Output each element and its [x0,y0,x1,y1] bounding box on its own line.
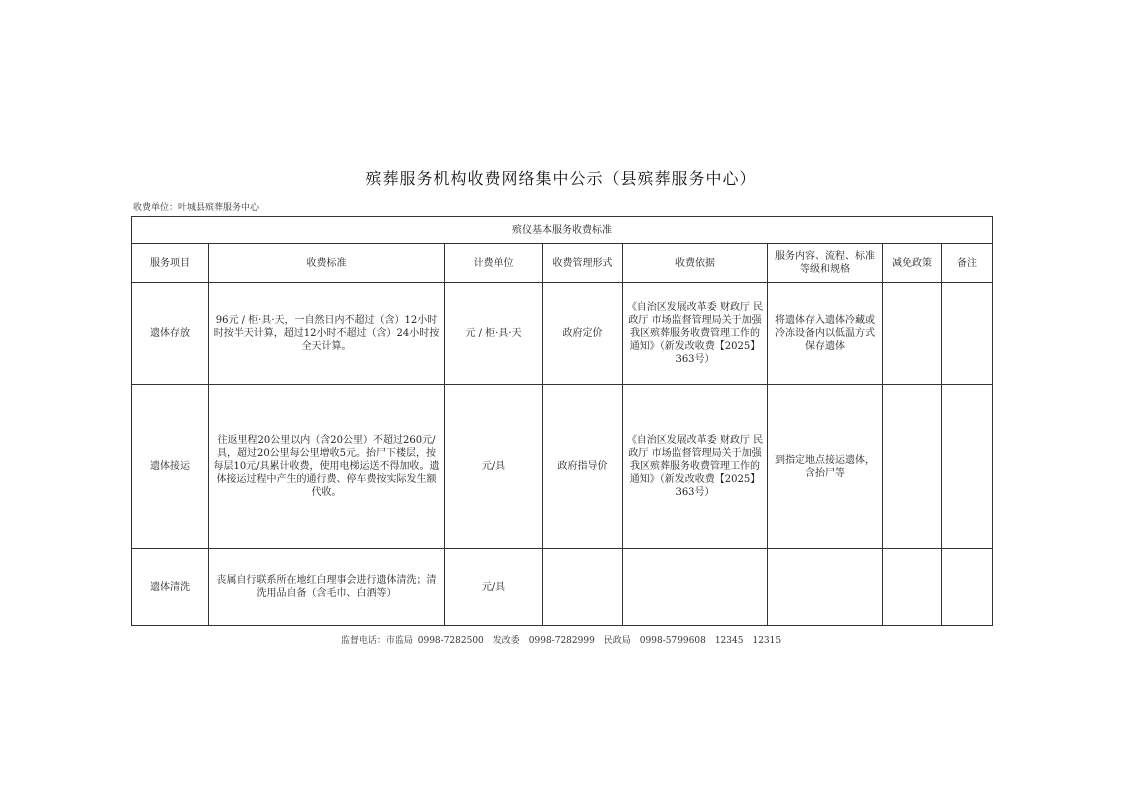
cell-standard: 丧属自行联系所在地红白理事会进行遗体清洗；清洗用品自备（含毛巾、白酒等） [209,549,445,626]
page-title: 殡葬服务机构收费网络集中公示（县殡葬服务中心） [365,169,757,188]
cell-unit: 元 / 柜·具·天 [445,283,543,385]
header-unit: 计费单位 [445,244,543,283]
cell-item: 遗体清洗 [132,549,209,626]
cell-standard: 往返里程20公里以内（含20公里）不超过260元/具，超过20公里每公里增收5元。抬尸下楼层，按每层10元/具累计收费，使用电梯运送不得加收。遗体接运过程中产生的通行费、停车费按实际发生额代收。 [209,385,445,549]
cell-unit: 元/具 [445,549,543,626]
header-basis: 收费依据 [623,244,768,283]
header-item: 服务项目 [132,244,209,283]
table-caption: 殡仪基本服务收费标准 [132,217,993,244]
supervision-phones: 监督电话：市监局 0998-7282500 发改委 0998-7282999 民政局 0998-5799608 12345 12315 [340,636,782,646]
cell-mgmt: 政府指导价 [543,385,623,549]
header-standard: 收费标准 [209,244,445,283]
cell-basis: 《自治区发展改革委 财政厅 民政厅 市场监督管理局关于加强我区殡葬服务收费管理工作的通知》（新发改收费【2025】363号） [623,283,768,385]
charging-unit: 收费单位：叶城县殡葬服务中心 [133,203,260,213]
cell-note [942,385,993,549]
cell-basis: 《自治区发展改革委 财政厅 民政厅 市场监督管理局关于加强我区殡葬服务收费管理工作的通知》（新发改收费【2025】363号） [623,385,768,549]
cell-content: 到指定地点接运遗体，含抬尸等 [768,385,883,549]
cell-standard: 96元 / 柜·具·天，一自然日内不超过（含）12小时时按半天计算，超过12小时不超过（含）24小时按全天计算。 [209,283,445,385]
cell-relief [883,385,942,549]
header-row [132,244,993,283]
cell-relief [883,549,942,626]
table-row [132,385,993,549]
table-row [132,283,993,385]
cell-note [942,283,993,385]
cell-relief [883,283,942,385]
cell-content: 将遗体存入遗体冷藏或冷冻设备内以低温方式保存遗体 [768,283,883,385]
cell-content [768,549,883,626]
cell-note [942,549,993,626]
header-mgmt: 收费管理形式 [543,244,623,283]
cell-item: 遗体存放 [132,283,209,385]
cell-item: 遗体接运 [132,385,209,549]
fee-table [131,216,993,626]
cell-mgmt [543,549,623,626]
table-row [132,549,993,626]
header-relief: 减免政策 [883,244,942,283]
header-note: 备注 [942,244,993,283]
header-content: 服务内容、流程、标准等级和规格 [768,244,883,283]
cell-unit: 元/具 [445,385,543,549]
cell-basis [623,549,768,626]
cell-mgmt: 政府定价 [543,283,623,385]
